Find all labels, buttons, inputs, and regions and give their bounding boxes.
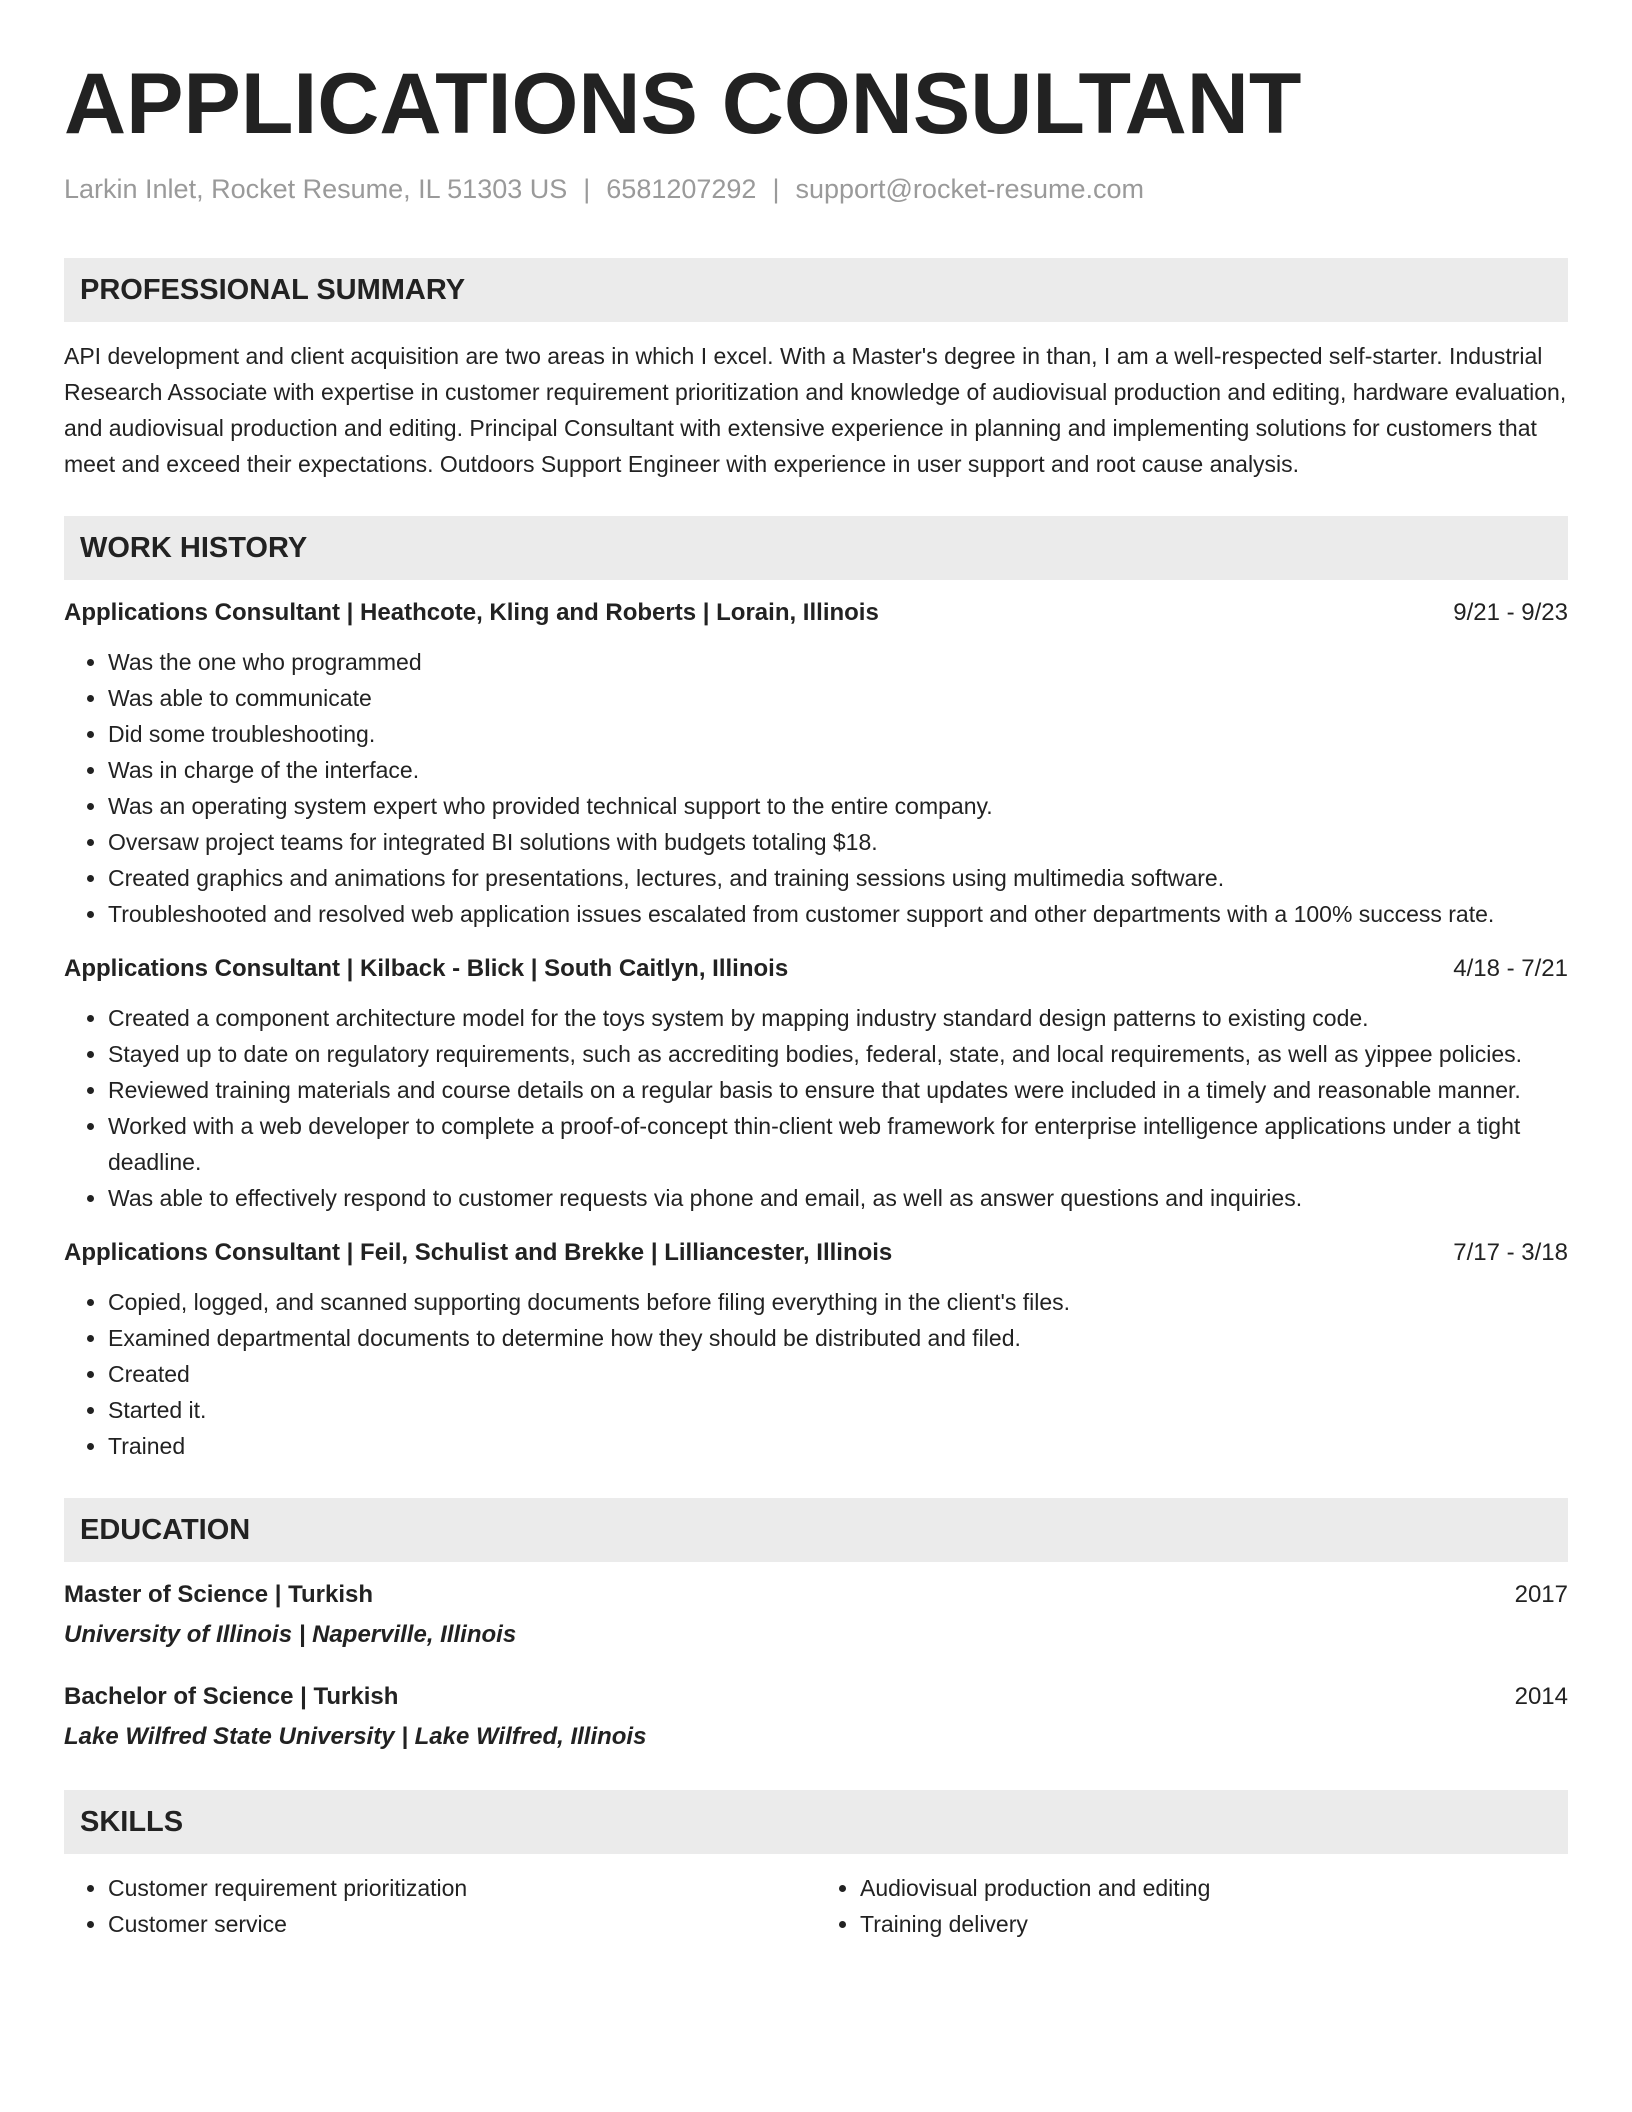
job-bullet: • Did some troubleshooting.	[108, 716, 1568, 752]
job-title: Applications Consultant | Kilback - Blick | South Caitlyn, Illinois	[64, 955, 789, 982]
job-bullet: • Trained	[108, 1428, 1568, 1464]
job-dates: 9/21 - 9/23	[1453, 599, 1568, 626]
job-bullet: • Was able to effectively respond to customer requests via phone and email, as well as answer questions and inquiries.	[108, 1180, 1568, 1216]
contact-separator: |	[583, 174, 591, 204]
contact-separator: |	[772, 174, 780, 204]
candidate-title: APPLICATIONS CONSULTANT	[64, 56, 1302, 152]
job-bullet: • Created a component architecture model for the toys system by mapping industry standard design patterns to existing code.	[108, 1000, 1568, 1036]
skills-column-right	[816, 1870, 1568, 1942]
education-year: 2017	[1514, 1581, 1568, 1608]
contact-address: Larkin Inlet, Rocket Resume, IL 51303 US	[64, 174, 568, 204]
job-entry	[64, 596, 1568, 932]
job-bullet: • Troubleshooted and resolved web application issues escalated from customer support and other departments with a 100% success rate.	[108, 896, 1568, 932]
job-bullets	[64, 1000, 1568, 1216]
job-entry	[64, 952, 1568, 1216]
job-heading	[64, 596, 1568, 630]
job-heading	[64, 1236, 1568, 1270]
skills-list	[816, 1870, 1568, 1942]
education-entry	[64, 1578, 1568, 1652]
job-bullet: • Reviewed training materials and course details on a regular basis to ensure that updates were included in a timely and reasonable manner.	[108, 1072, 1568, 1108]
job-bullet: • Examined departmental documents to determine how they should be distributed and filed.	[108, 1320, 1568, 1356]
education-school: University of Illinois | Naperville, Illinois	[64, 1621, 517, 1648]
job-bullet: • Started it.	[108, 1392, 1568, 1428]
job-bullet: • Was able to communicate	[108, 680, 1568, 716]
job-bullet: • Was an operating system expert who provided technical support to the entire company.	[108, 788, 1568, 824]
contact-line	[64, 172, 1568, 206]
skills-list	[64, 1870, 816, 1942]
job-title: Applications Consultant | Feil, Schulist and Brekke | Lilliancester, Illinois	[64, 1239, 893, 1266]
section-header-skills: SKILLS	[64, 1790, 1568, 1854]
summary-text: API development and client acquisition are two areas in which I excel. With a Master's degree in than, I am a well-respected self-starter. Industrial Research Associate with expertise in customer requirement prioritization and knowledge of audiovisual production and editing, hardware evaluation, and audiovisual production and editing. Principal Consultant with extensive experience in planning and implementing solutions for customers that meet and exceed their expectations. Outdoors Support Engineer with experience in user support and root cause analysis.	[64, 343, 1567, 477]
skill-item: • Training delivery	[860, 1906, 1568, 1942]
education-degree: Bachelor of Science | Turkish	[64, 1683, 399, 1710]
section-header-work-history: WORK HISTORY	[64, 516, 1568, 580]
job-bullet: • Was the one who programmed	[108, 644, 1568, 680]
job-bullet: • Was in charge of the interface.	[108, 752, 1568, 788]
skill-item: • Customer service	[108, 1906, 816, 1942]
section-header-education: EDUCATION	[64, 1498, 1568, 1562]
skill-item: • Customer requirement prioritization	[108, 1870, 816, 1906]
education-school: Lake Wilfred State University | Lake Wilfred, Illinois	[64, 1723, 647, 1750]
job-bullet: • Copied, logged, and scanned supporting documents before filing everything in the client's files.	[108, 1284, 1568, 1320]
job-heading	[64, 952, 1568, 986]
contact-phone: 6581207292	[606, 174, 757, 204]
job-bullet: • Created graphics and animations for presentations, lectures, and training sessions using multimedia software.	[108, 860, 1568, 896]
job-dates: 7/17 - 3/18	[1453, 1239, 1568, 1266]
job-dates: 4/18 - 7/21	[1453, 955, 1568, 982]
education-heading	[64, 1680, 1568, 1714]
job-bullet: • Created	[108, 1356, 1568, 1392]
job-bullets	[64, 644, 1568, 932]
skill-item: • Audiovisual production and editing	[860, 1870, 1568, 1906]
job-bullet: • Oversaw project teams for integrated BI solutions with budgets totaling $18.	[108, 824, 1568, 860]
education-year: 2014	[1514, 1683, 1568, 1710]
job-bullets	[64, 1284, 1568, 1464]
education-degree: Master of Science | Turkish	[64, 1581, 374, 1608]
education-heading	[64, 1578, 1568, 1612]
job-title: Applications Consultant | Heathcote, Kling and Roberts | Lorain, Illinois	[64, 599, 879, 626]
section-header-summary: PROFESSIONAL SUMMARY	[64, 258, 1568, 322]
education-entry	[64, 1680, 1568, 1754]
skills-column-left	[64, 1870, 816, 1942]
job-entry	[64, 1236, 1568, 1464]
skills-grid	[64, 1870, 1568, 1942]
contact-email: support@rocket-resume.com	[795, 174, 1144, 204]
job-bullet: • Worked with a web developer to complete a proof-of-concept thin-client web framework for enterprise intelligence applications under a tight deadline.	[108, 1108, 1568, 1180]
job-bullet: • Stayed up to date on regulatory requirements, such as accrediting bodies, federal, state, and local requirements, as well as yippee policies.	[108, 1036, 1568, 1072]
